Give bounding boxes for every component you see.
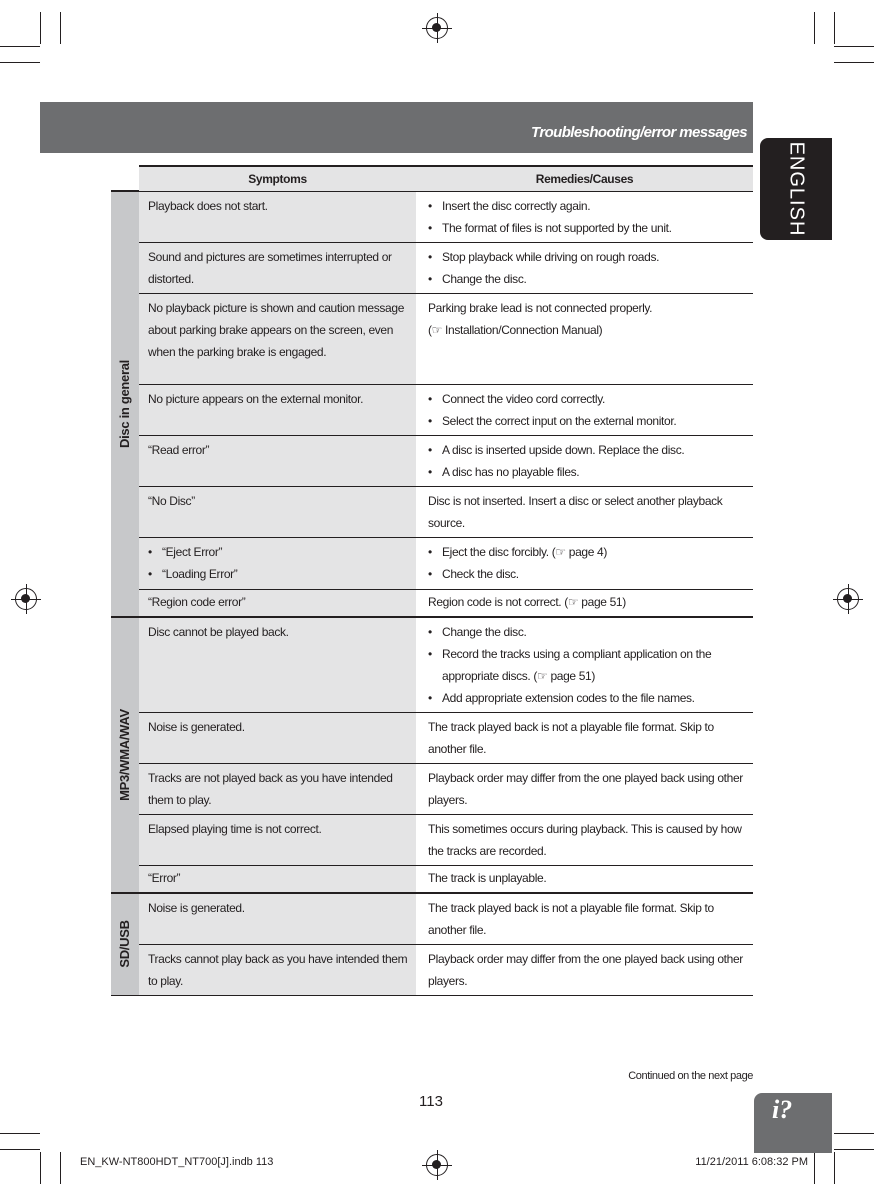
crop-mark [834,46,874,47]
symptom: No picture appears on the external monitor. [139,384,416,435]
table-row [111,712,753,763]
symptom: “Read error” [139,435,416,486]
table-row [111,865,753,893]
remedy: The track is unplayable. [416,865,753,893]
remedy: Playback order may differ from the one played back using other players. [416,944,753,995]
table-row [111,293,753,384]
registration-mark-icon [426,1154,448,1176]
slug-timestamp: 11/21/2011 6:08:32 PM [695,1156,808,1168]
remedy-item: • Record the tracks using a compliant application on the appropriate discs. (☞ page 51) [428,643,745,687]
table-row [111,537,753,589]
remedy-item: • Change the disc. [428,268,745,290]
remedy-item: • Connect the video cord correctly. [428,388,745,410]
symptom: Noise is generated. [139,712,416,763]
remedy-item: • Check the disc. [428,563,745,585]
remedy: Disc is not inserted. Insert a disc or select another playback source. [416,486,753,537]
symptom: Disc cannot be played back. [139,617,416,713]
remedy-item: • Eject the disc forcibly. (☞ page 4) [428,541,745,563]
table-row [111,893,753,945]
page-number: 113 [419,1093,443,1110]
remedies-header: Remedies/Causes [416,166,753,191]
category-label: MP3/WMA/WAV [117,708,132,801]
remedy: The track played back is not a playable file format. Skip to another file. [416,712,753,763]
info-tab [754,1093,832,1153]
remedy [416,537,753,589]
crop-mark [834,62,874,63]
remedy-item: • Change the disc. [428,621,745,643]
symptom: “Error” [139,865,416,893]
crop-mark [0,1133,40,1134]
symptom: Tracks cannot play back as you have intended them to play. [139,944,416,995]
symptom: Tracks are not played back as you have intended them to play. [139,763,416,814]
crop-mark [40,12,41,44]
category-mp3-wma-wav [111,617,139,893]
section-banner [40,102,753,153]
crop-mark [814,1152,815,1184]
table-row [111,384,753,435]
category-label: Disc in general [117,359,132,448]
slug-filename: EN_KW-NT800HDT_NT700[J].indb 113 [80,1156,274,1168]
symptom: “No Disc” [139,486,416,537]
remedy: Playback order may differ from the one played back using other players. [416,763,753,814]
crop-mark [0,46,40,47]
remedy: This sometimes occurs during playback. This is caused by how the tracks are recorded. [416,814,753,865]
remedy [416,191,753,242]
crop-mark [834,12,835,44]
remedy-text: Parking brake lead is not connected properly. [428,300,653,315]
table-row [111,814,753,865]
remedy [416,293,753,384]
symptom: No playback picture is shown and caution message about parking brake appears on the screen, even when the parking brake is engaged. [139,293,416,384]
crop-mark [40,1152,41,1184]
crop-mark [834,1152,835,1184]
remedy [416,242,753,293]
info-icon: i? [772,1095,793,1124]
remedy-item: • Select the correct input on the external monitor. [428,410,745,432]
table-row [111,191,753,242]
table-row [111,242,753,293]
registration-mark-icon [837,588,859,610]
symptom: “Region code error” [139,589,416,617]
symptom [139,537,416,589]
remedy [416,435,753,486]
remedy-item: • The format of files is not supported by the unit. [428,217,745,239]
remedy-item: • Insert the disc correctly again. [428,195,745,217]
symptom: Playback does not start. [139,191,416,242]
table-row [111,763,753,814]
continued-note: Continued on the next page [628,1070,753,1082]
language-tab [760,138,832,240]
remedy-item: • Add appropriate extension codes to the file names. [428,687,745,709]
category-sd-usb [111,893,139,996]
symptom: Noise is generated. [139,893,416,945]
symptoms-header: Symptoms [139,166,416,191]
crop-mark [834,1149,874,1150]
remedy: The track played back is not a playable file format. Skip to another file. [416,893,753,945]
crop-mark [60,1152,61,1184]
crop-mark [834,1133,874,1134]
symptom-item: • “Loading Error” [148,563,408,585]
crop-mark [814,12,815,44]
symptom-item: • “Eject Error” [148,541,408,563]
remedy-item: • A disc is inserted upside down. Replace the disc. [428,439,745,461]
table-row [111,617,753,713]
remedy-item: • A disc has no playable files. [428,461,745,483]
crop-mark [60,12,61,44]
remedy-item: • Stop playback while driving on rough roads. [428,246,745,268]
category-header [111,166,139,191]
remedy: Region code is not correct. (☞ page 51) [416,589,753,617]
table-row [111,486,753,537]
category-disc-in-general [111,191,139,617]
crop-mark [0,1149,40,1150]
table-row [111,944,753,995]
troubleshooting-table [111,165,753,996]
category-label: SD/USB [117,920,132,968]
remedy-reference: (☞ Installation/Connection Manual) [428,322,603,337]
registration-mark-icon [426,17,448,39]
symptom: Sound and pictures are sometimes interrupted or distorted. [139,242,416,293]
section-title: Troubleshooting/error messages [531,124,747,141]
remedy [416,384,753,435]
language-label: ENGLISH [785,141,808,237]
registration-mark-icon [15,588,37,610]
symptom: Elapsed playing time is not correct. [139,814,416,865]
remedy [416,617,753,713]
crop-mark [0,62,40,63]
table-row [111,435,753,486]
table-row [111,589,753,617]
